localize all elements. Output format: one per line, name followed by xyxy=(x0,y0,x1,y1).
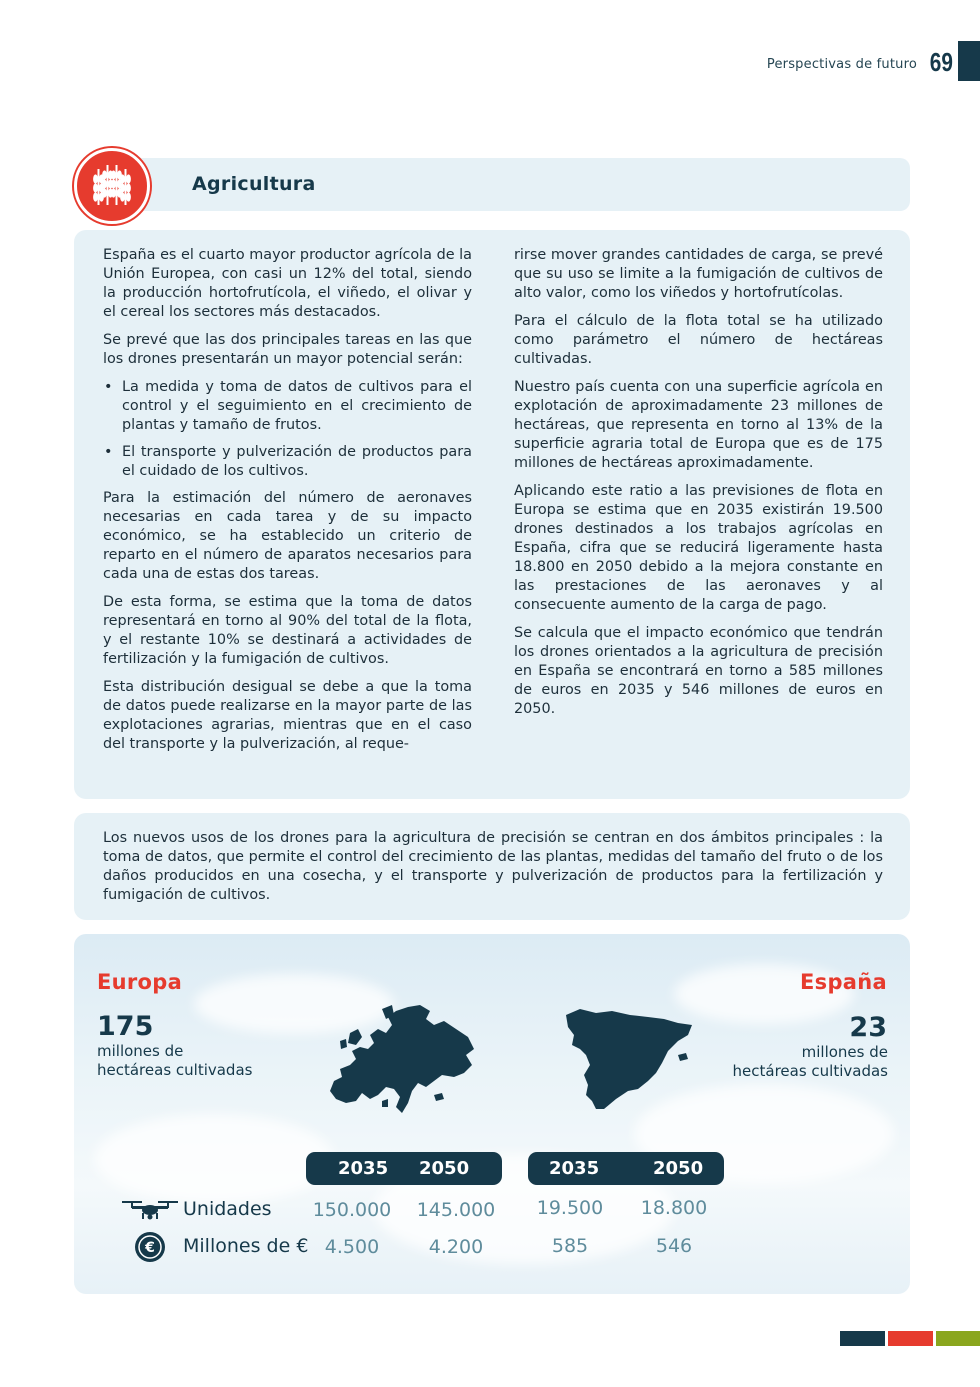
paragraph: Para la estimación del número de aeronaves necesarias en cada tarea y de su impacto económico, se ha establecido un criterio de reparto en el número de aparatos necesarios para cada una de estas dos tareas. xyxy=(103,490,472,582)
paragraph: Nuestro país cuenta con una superficie agrícola en explotación de aproximadamente 23 millones de hectáreas, que representa en torno al 13% de la superficie agraria total de Europa que es de 175 millones de hectáreas aproximadamente. xyxy=(514,379,883,471)
spain-units-2035: 19.500 xyxy=(536,1197,604,1219)
paragraph: Esta distribución desigual se debe a que la toma de datos puede realizarse en la mayor parte de las explotaciones agrarias, mientras que en el caso del transporte y la pulverización, al reque- xyxy=(103,679,472,752)
year-label: 2050 xyxy=(419,1158,470,1179)
europe-euros-2035: 4.500 xyxy=(324,1236,380,1258)
spain-euros-2050: 546 xyxy=(655,1235,693,1257)
paragraph: Aplicando este ratio a las previsiones de flota en Europa se estima que en 2035 existirán 19.500 drones destinados a los trabajos agrícolas en España, cifra que se reducirá ligeramente hasta 18.800 en 2050 debido a la mejora constante en las prestaciones de las aeronaves y al consecuente aumento de la carga de pago. xyxy=(514,483,883,613)
row-label-units: Unidades xyxy=(183,1198,272,1220)
europe-euros-2050: 4.200 xyxy=(428,1236,484,1258)
paragraph: España es el cuarto mayor productor agrícola de la Unión Europea, con casi un 12% del total, siendo la producción hortofrutícola, el viñedo, el olivar y el cereal los sectores más destacados. xyxy=(103,247,472,320)
running-header: Perspectivas de futuro xyxy=(766,57,917,72)
europe-map-icon xyxy=(322,1003,478,1115)
paragraph: Se calcula que el impacto económico que tendrán los drones orientados a la agricultura de precisión en España se encontrará en torno a 585 millones de euros en 2035 y 546 millones de euros en 2050. xyxy=(514,625,883,717)
spain-units-2050: 18.800 xyxy=(640,1197,708,1219)
list-item: • El transporte y pulverización de productos para el cuidado de los cultivos. xyxy=(103,443,472,481)
section-title: Agricultura xyxy=(192,173,316,195)
euro-coin-icon xyxy=(134,1231,166,1263)
footer-bar-green xyxy=(936,1331,980,1346)
drone-icon xyxy=(122,1198,178,1222)
paragraph: rirse mover grandes cantidades de carga, se prevé que su uso se limite a la fumigación de cultivos de alto valor, como los viñedos y hortofrutícolas. xyxy=(514,247,883,301)
header-tab xyxy=(958,41,980,81)
spain-year-header xyxy=(528,1152,724,1185)
paragraph: De esta forma, se estima que la toma de datos representará en torno al 90% del total de la flota, y el restante 10% se destinará a actividades de fertilización y la fumigación de cultivos. xyxy=(103,594,472,667)
paragraph: Se prevé que las dos principales tareas en las que los drones presentarán un mayor potencial serán: xyxy=(103,332,472,367)
europe-hectares-value: 175 xyxy=(97,1011,154,1042)
europe-title: Europa xyxy=(97,970,183,994)
europe-year-header xyxy=(306,1152,502,1185)
footer-bar-navy xyxy=(840,1331,885,1346)
text-column-left xyxy=(103,246,472,763)
text-column-right xyxy=(514,246,883,728)
europe-hectares-desc: millones de hectáreas cultivadas xyxy=(97,1042,253,1079)
spain-map-icon xyxy=(560,1005,696,1115)
svg-text:€: € xyxy=(145,1240,155,1256)
spain-hectares-desc: millones de hectáreas cultivadas xyxy=(732,1043,888,1080)
europe-units-2035: 150.000 xyxy=(312,1199,392,1221)
paragraph: Para el cálculo de la flota total se ha utilizado como parámetro el número de hectáreas cultivadas. xyxy=(514,313,883,367)
spain-hectares-value: 23 xyxy=(849,1012,887,1043)
list-item: • La medida y toma de datos de cultivos para el control y el seguimiento en el crecimiento de plantas y tamaño de frutos. xyxy=(103,378,472,435)
year-label: 2050 xyxy=(653,1158,704,1179)
page-number: 69 xyxy=(929,47,953,77)
year-label: 2035 xyxy=(549,1158,600,1179)
footer-bar-red xyxy=(888,1331,933,1346)
task-list xyxy=(103,378,472,481)
spain-euros-2035: 585 xyxy=(551,1235,589,1257)
spain-title: España xyxy=(800,970,887,994)
row-label-euros: Millones de € xyxy=(183,1235,309,1257)
europe-units-2050: 145.000 xyxy=(416,1199,496,1221)
summary-text: Los nuevos usos de los drones para la agricultura de precisión se centran en dos ámbitos principales : la toma de datos, que permite el control del crecimiento de las plantas, medidas del tamaño del fruto o de los daños producidos en una cosecha, y el transporte y pulverización de productos para la fertilización y fumigación de cultivos. xyxy=(103,830,883,903)
year-label: 2035 xyxy=(338,1158,389,1179)
wheat-icon xyxy=(74,148,150,224)
